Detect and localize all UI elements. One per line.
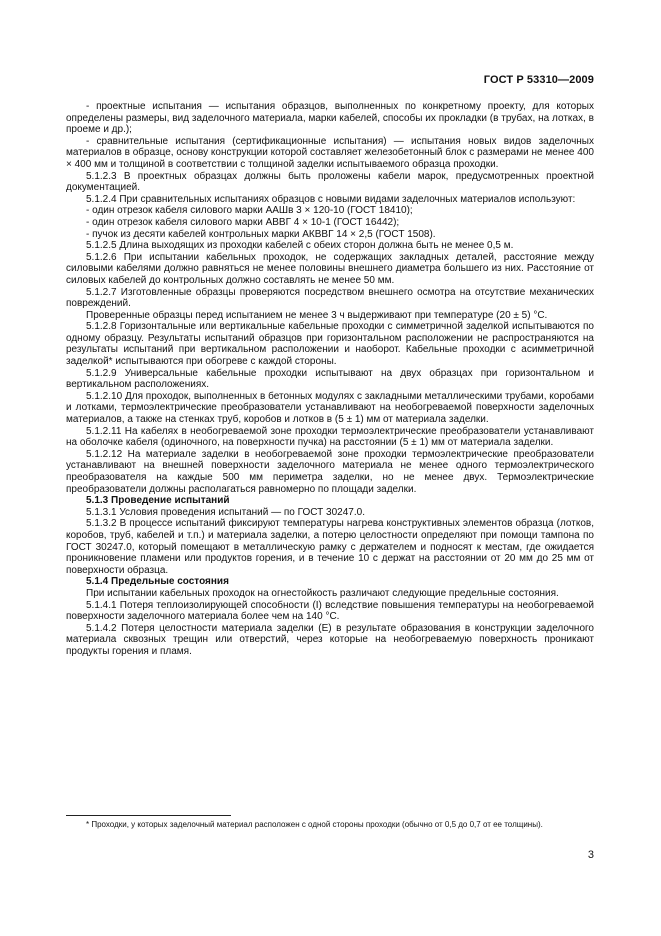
paragraph: - один отрезок кабеля силового марки АВВГ 4 × 10-1 (ГОСТ 16442);: [86, 216, 400, 228]
paragraph: 5.1.4.2 Потеря целостности материала заделки (Е) в результате образования в конструкции заделочного материала сквозных трещин или отверстий, через которые на необогреваемую поверхность проникают продукты горения и пламя.: [66, 622, 594, 657]
paragraph: 5.1.2.9 Универсальные кабельные проходки испытывают на двух образцах при горизонтальном и вертикальном расположениях.: [66, 367, 594, 391]
paragraph: 5.1.2.6 При испытании кабельных проходок, не содержащих закладных деталей, расстояние между силовыми кабелями должно равняться не менее половины внешнего диаметра большего из них. Расстояние от силовых кабелей до контрольных должно составлять не менее 50 мм.: [66, 251, 594, 286]
paragraph: 5.1.2.8 Горизонтальные или вертикальные кабельные проходки с симметричной заделкой испытываются по одному образцу. Результаты испытаний образцов при горизонтальном расположении не распространяются на результаты испытаний при вертикальном расположении и наоборот. Кабельные проходки с асимметричной заделкой* испытываются при обогреве с каждой стороны.: [66, 321, 594, 368]
footnote: * Проходки, у которых заделочный материал расположен с одной стороны проходки (обычно от 0,5 до 0,7 от ее толщины).: [86, 820, 543, 829]
paragraph: 5.1.3.2 В процессе испытаний фиксируют температуры нагрева конструктивных элементов образца (лотков, коробов, труб, кабелей и т.п.) и материала заделки, а потерю целостности определяют при помощи тампона по ГОСТ 30247.0, который помещают в металлическую рамку с держателем и подносят к местам, где ожидается проникновение пламени или продуктов горения, и в течение 10 с держат на расстоянии от 20 мм до 25 мм от поверхности образца.: [66, 518, 594, 576]
paragraph: 5.1.2.3 В проектных образцах должны быть проложены кабели марок, предусмотренных проектной документацией.: [66, 170, 594, 194]
page-number: 3: [587, 849, 594, 861]
paragraph: 5.1.3.1 Условия проведения испытаний — по ГОСТ 30247.0.: [86, 506, 365, 518]
paragraph: Проверенные образцы перед испытанием не менее 3 ч выдерживают при температуре (20 ± 5) °С.: [86, 309, 548, 321]
paragraph: - проектные испытания — испытания образцов, выполненных по конкретному проекту, для которых определены размеры, вид заделочного материала, марки кабелей, способы их прокладки (в трубах, на лотках, в проеме и др.);: [66, 101, 594, 136]
paragraph: 5.1.2.4 При сравнительных испытаниях образцов с новыми видами заделочных материалов используют:: [86, 193, 576, 205]
paragraph: - пучок из десяти кабелей контрольных марки АКВВГ 14 × 2,5 (ГОСТ 1508).: [86, 228, 436, 240]
paragraph: - сравнительные испытания (сертификационные испытания) — испытания новых видов заделочных материалов в образце, основу конструкции которой составляет железобетонный блок с размерами не менее 400 × 400 мм и толщиной в соответствии с толщиной заделки испытываемого образца проходки.: [66, 135, 594, 170]
paragraph: 5.1.2.10 Для проходок, выполненных в бетонных модулях с закладными металлическими трубами, коробами и лотками, термоэлектрические преобразователи устанавливают на необогреваемой поверхности заделочных материалов, а также на стенках труб, коробов и лотков в (5 ± 1) мм от материала заделки.: [66, 390, 594, 426]
paragraph: 5.1.4.1 Потеря теплоизолирующей способности (I) вследствие повышения температуры на необогреваемой поверхности заделочного материала более чем на 140 °С.: [66, 599, 594, 623]
footnote-divider: [66, 815, 231, 816]
paragraph: 5.1.2.5 Длина выходящих из проходки кабелей с обеих сторон должна быть не менее 0,5 м.: [86, 240, 514, 252]
standard-header: ГОСТ Р 53310—2009: [483, 74, 594, 86]
section-heading: 5.1.4 Предельные состояния: [86, 576, 229, 588]
paragraph: 5.1.2.11 На кабелях в необогреваемой зоне проходки термоэлектрические преобразователи устанавливают на оболочке кабеля (одиночного, на поверхности пучка) на расстоянии (5 ± 1) мм от материала заделки.: [66, 425, 594, 449]
document-body: [66, 101, 594, 658]
paragraph: 5.1.2.12 На материале заделки в необогреваемой зоне проходки термоэлектрические преобразователи устанавливают на внешней поверхности заделочного материала не менее одного термоэлектрического преобразователя на каждые 500 мм периметра заделки, но не менее двух. Термоэлектрические преобразователи должны располагаться равномерно по площади заделки.: [66, 448, 594, 495]
paragraph: При испытании кабельных проходок на огнестойкость различают следующие предельные состояния.: [86, 587, 559, 599]
paragraph: 5.1.2.7 Изготовленные образцы проверяются посредством внешнего осмотра на отсутствие механических повреждений.: [66, 286, 594, 310]
paragraph: - один отрезок кабеля силового марки ААШв 3 × 120-10 (ГОСТ 18410);: [86, 205, 413, 217]
section-heading: 5.1.3 Проведение испытаний: [86, 495, 230, 507]
